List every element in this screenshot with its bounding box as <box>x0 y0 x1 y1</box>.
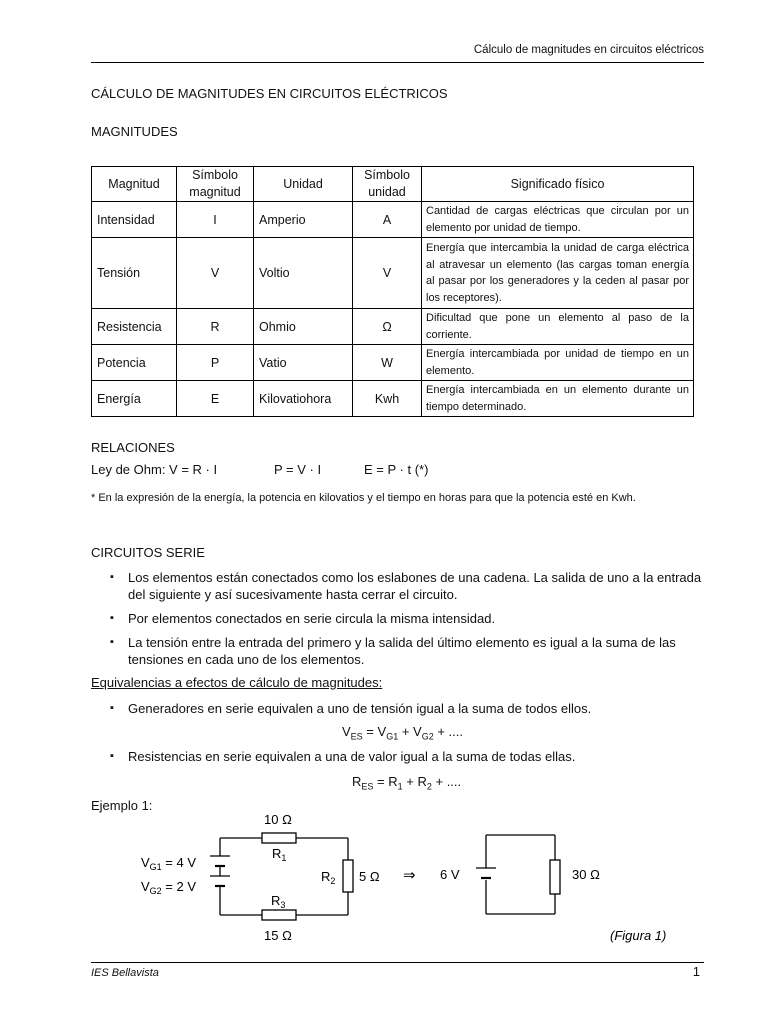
cell-unidad: Voltio <box>254 238 353 309</box>
formula-v-lhs-sub: ES <box>350 731 363 742</box>
formula-v-t1-sub: G1 <box>386 731 399 742</box>
list-item: ▪ Generadores en serie equivalen a uno de tensión igual a la suma de todos ellos. <box>108 700 703 717</box>
cell-significado: Cantidad de cargas eléctricas que circulan por un elemento por unidad de tiempo. <box>422 202 694 238</box>
label-r3-letter: R <box>271 893 281 908</box>
serie-heading: CIRCUITOS SERIE <box>91 545 205 560</box>
label-vg1-value: = 4 V <box>161 855 197 870</box>
energy-note: * En la expresión de la energía, la potencia en kilovatios y el tiempo en horas para que la potencia esté en Kwh. <box>91 492 636 504</box>
document-title: CÁLCULO DE MAGNITUDES EN CIRCUITOS ELÉCTRICOS <box>91 86 448 101</box>
list-item: ▪ Los elementos están conectados como los eslabones de una cadena. La salida de uno a la entrada del siguiente y así sucesivamente hasta cerrar el circuito. <box>108 569 703 603</box>
arrow-implies: ⇒ <box>403 867 416 884</box>
cell-significado: Dificultad que pone un elemento al paso de la corriente. <box>422 309 694 345</box>
label-r1 <box>272 846 286 863</box>
header-significado: Significado físico <box>422 167 694 202</box>
header-unidad: Unidad <box>254 167 353 202</box>
label-equivalent-voltage: 6 V <box>440 867 460 882</box>
cell-unidad: Kilovatiohora <box>254 381 353 417</box>
formula-v-eq: = V <box>362 724 387 739</box>
label-r1-letter: R <box>272 846 282 861</box>
cell-magnitud: Intensidad <box>92 202 177 238</box>
formula-r-lhs: R <box>352 774 362 789</box>
formula-r-eq: = R <box>373 774 398 789</box>
label-r-top: 10 Ω <box>264 812 292 827</box>
cell-simbolo: P <box>177 345 254 381</box>
header-magnitud: Magnitud <box>92 167 177 202</box>
cell-unidad: Amperio <box>254 202 353 238</box>
label-r3 <box>271 893 285 910</box>
cell-simbolo: I <box>177 202 254 238</box>
cell-significado: Energía intercambiada por unidad de tiempo en un elemento. <box>422 345 694 381</box>
cell-significado: Energía intercambiada en un elemento durante un tiempo determinado. <box>422 381 694 417</box>
label-vg2 <box>141 879 196 896</box>
cell-simbolo-unidad: Kwh <box>353 381 422 417</box>
cell-magnitud: Energía <box>92 381 177 417</box>
formula-v-lhs: V <box>342 724 351 739</box>
cell-magnitud: Resistencia <box>92 309 177 345</box>
cell-simbolo: E <box>177 381 254 417</box>
formula-v-plus: + V <box>398 724 422 739</box>
relaciones-heading: RELACIONES <box>91 440 175 455</box>
label-r2-letter: R <box>321 869 331 884</box>
label-vg1 <box>141 855 196 872</box>
label-r2-sub: 2 <box>330 876 336 886</box>
formula-r-plus: + R <box>402 774 427 789</box>
formula-r-lhs-sub: ES <box>361 781 374 792</box>
header-simbolo-unidad: Símbolo unidad <box>353 167 422 202</box>
label-equivalent-resistance: 30 Ω <box>572 867 600 882</box>
ohm-law: Ley de Ohm: V = R · I <box>91 462 218 477</box>
label-r-bottom: 15 Ω <box>264 928 292 943</box>
label-r2 <box>321 869 335 886</box>
equivalent-circuit-wires <box>486 835 555 914</box>
cell-magnitud: Potencia <box>92 345 177 381</box>
label-vg2-value: = 2 V <box>161 879 197 894</box>
figure-caption: (Figura 1) <box>610 928 667 943</box>
energy-formula: E = P · t (*) <box>364 462 429 477</box>
battery-vg1 <box>210 856 230 866</box>
cell-simbolo: V <box>177 238 254 309</box>
magnitudes-heading: MAGNITUDES <box>91 124 178 139</box>
cell-simbolo-unidad: W <box>353 345 422 381</box>
cell-unidad: Ohmio <box>254 309 353 345</box>
footer-rule <box>91 962 704 963</box>
label-r2-value: 5 Ω <box>359 869 380 884</box>
resistor-r1 <box>262 833 296 843</box>
cell-significado: Energía que intercambia la unidad de carga eléctrica al atravesar un elemento (las cargas toman energía al pasar por los generadores y la ceden al pasar por los receptores). <box>422 238 694 309</box>
header-simbolo-magnitud: Símbolo magnitud <box>177 167 254 202</box>
list-item: ▪ Resistencias en serie equivalen a una de valor igual a la suma de todas ellas. <box>108 748 703 765</box>
cell-simbolo: R <box>177 309 254 345</box>
formula-r-t1-sub: 1 <box>397 781 403 792</box>
label-r1-sub: 1 <box>281 853 287 863</box>
cell-simbolo-unidad: A <box>353 202 422 238</box>
cell-unidad: Vatio <box>254 345 353 381</box>
formula-v-t2-sub: G2 <box>421 731 434 742</box>
resistor-r3 <box>262 910 296 920</box>
battery-vg2 <box>210 876 230 896</box>
label-vg2-letter: V <box>141 879 150 894</box>
footer-school: IES Bellavista <box>91 967 159 979</box>
label-vg1-sub: G1 <box>149 862 162 872</box>
resistor-equivalent <box>550 860 560 894</box>
formula-v-tail: + .... <box>433 724 463 739</box>
example-label: Ejemplo 1: <box>91 798 153 813</box>
resistor-r2 <box>343 860 353 892</box>
label-vg2-sub: G2 <box>149 886 162 896</box>
list-item: ▪ Por elementos conectados en serie circula la misma intensidad. <box>108 610 703 627</box>
label-vg1-letter: V <box>141 855 150 870</box>
cell-magnitud: Tensión <box>92 238 177 309</box>
running-header: Cálculo de magnitudes en circuitos eléctricos <box>473 44 704 56</box>
equivalencias-heading: Equivalencias a efectos de cálculo de magnitudes: <box>91 675 383 690</box>
label-r3-sub: 3 <box>280 900 286 910</box>
formula-r-t2-sub: 2 <box>426 781 432 792</box>
battery-equivalent <box>476 868 496 878</box>
formula-r-tail: + .... <box>431 774 462 789</box>
cell-simbolo-unidad: Ω <box>353 309 422 345</box>
power-formula: P = V · I <box>274 462 322 477</box>
list-item: ▪ La tensión entre la entrada del primero y la salida del último elemento es igual a la suma de las tensiones en cada uno de los elementos. <box>108 634 703 668</box>
cell-simbolo-unidad: V <box>353 238 422 309</box>
page-number: 1 <box>692 964 700 979</box>
